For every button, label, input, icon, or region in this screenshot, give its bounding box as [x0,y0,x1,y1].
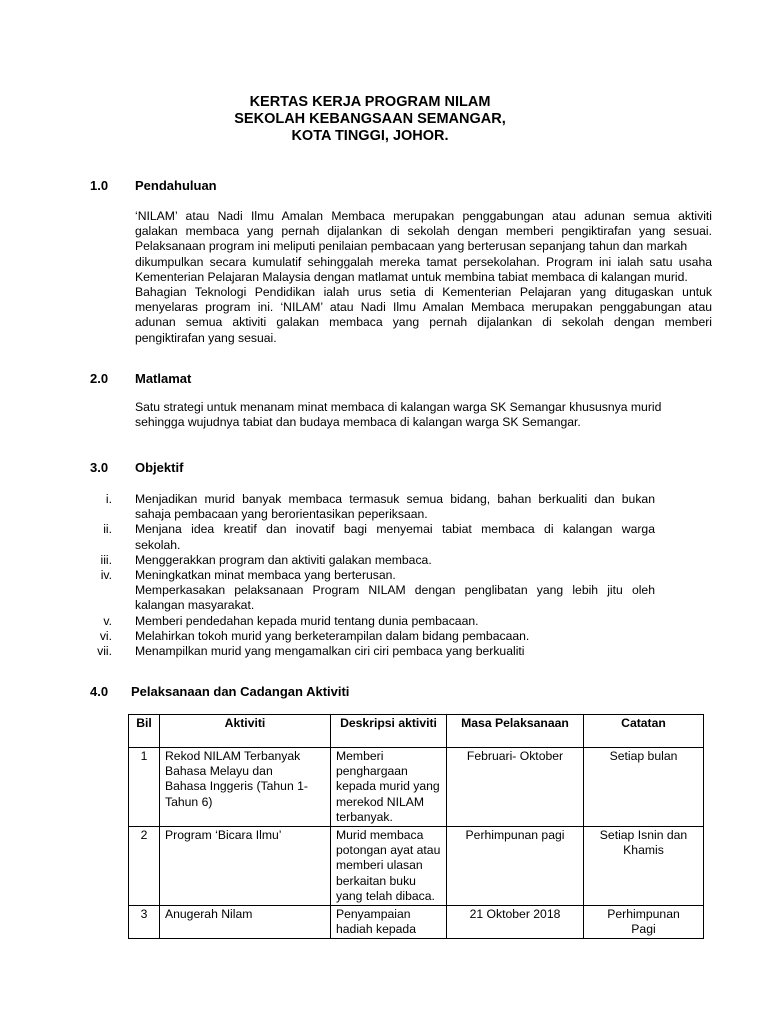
list-item [85,629,655,644]
cell-line: penghargaan [336,764,408,779]
table-row [129,827,704,906]
list-item-line: Meningkatkan minat membaca yang berterusan. [135,568,396,583]
cell-line: kepada murid yang [336,779,440,794]
cell-line: Bahasa Melayu dan [165,764,273,779]
column-header-aktiviti: Aktiviti [160,715,331,748]
list-item [85,644,655,659]
section-title: Matlamat [135,371,192,386]
paragraph-line: ‘NILAM’ atau Nadi Ilmu Amalan Membaca merupakan penggabungan atau adunan semua aktiviti [135,209,712,223]
list-numeral: iii. [100,552,112,567]
list-item [85,614,655,629]
section-2-paragraph [135,400,712,430]
document-title [0,94,740,145]
paragraph-line: galakan membaca yang pernah dijalankan di sekolah dengan memberi pengiktirafan yang sesuai. [135,224,712,239]
section-title: Pendahuluan [135,178,217,193]
cell-aktiviti [160,748,331,827]
paragraph-line: menyelaras program ini. ‘NILAM’ atau Nadi Ilmu Amalan Membaca merupakan penggabungan atau [135,300,712,315]
cell-catatan [584,827,704,906]
cell-line: Setiap Isnin dan [599,828,688,843]
section-number: 2.0 [90,371,109,386]
cell-line: Khamis [623,843,664,858]
list-item-line: Melahirkan tokoh murid yang berketerampilan dalam bidang pembacaan. [135,628,530,643]
title-line-3: KOTA TINGGI, JOHOR. [291,128,449,144]
list-item-line: Menjana idea kreatif dan inovatif bagi menyemai tabiat membaca di kalangan warga [135,522,655,537]
paragraph-line: Pelaksanaan program ini meliputi penilaian pembacaan yang berterusan sepanjang tahun dan markah [135,239,688,254]
cell-line: memberi ulasan [336,858,423,873]
cell-masa: Perhimpunan pagi [447,827,584,906]
list-item-line: sahaja pembacaan yang berorientasikan peperiksaan. [135,507,428,522]
section-number: 4.0 [90,684,109,699]
cell-line: yang telah dibaca. [336,888,435,903]
title-line-2: SEKOLAH KEBANGSAAN SEMANGAR, [234,111,506,127]
list-numeral: vi. [99,628,112,643]
list-item-line: Menggerakkan program dan aktiviti galakan membaca. [135,552,432,567]
cell-aktiviti [160,906,331,939]
paragraph-line: sehingga wujudnya tabiat dan budaya membaca di kalangan warga SK Semangar. [135,415,581,430]
cell-line: Memberi [336,749,384,763]
paragraph-line: adunan semua aktiviti galakan membaca yang pernah dijalankan di sekolah dengan memberi [135,315,712,330]
table-row [129,906,704,939]
column-header-masa: Masa Pelaksanaan [447,715,584,748]
cell-line: terbanyak. [336,809,393,824]
cell-bil: 1 [129,748,160,827]
cell-line: Murid membaca [336,828,424,843]
cell-line: merekod NILAM [336,794,425,809]
section-1-paragraph [135,209,712,346]
list-item-line: sekolah. [135,537,181,552]
cell-line: Tahun 6) [165,794,213,809]
table-row [129,748,704,827]
list-item-line: Memperkasakan pelaksanaan Program NILAM dengan penglibatan yang lebih jitu oleh [135,583,655,598]
list-item-line: Memberi pendedahan kepada murid tentang dunia pembacaan. [135,613,479,628]
column-header-catatan: Catatan [584,715,704,748]
cell-line: potongan ayat atau [336,843,441,858]
list-item [85,553,655,568]
cell-line: Rekod NILAM Terbanyak [165,749,301,763]
section-number: 1.0 [90,178,109,193]
cell-bil: 2 [129,827,160,906]
list-item-line: Menampilkan murid yang mengamalkan ciri ciri pembaca yang berkualiti [135,644,525,659]
section-title: Pelaksanaan dan Cadangan Aktiviti [131,684,350,699]
section-title: Objektif [135,460,184,475]
list-numeral: ii. [103,522,112,537]
paragraph-line: dikumpulkan secara kumulatif sehinggalah mereka tamat persekolahan. Program ini ialah satu usaha [135,254,712,269]
activity-table [128,714,704,939]
cell-bil: 3 [129,906,160,939]
cell-line: Setiap bulan [609,749,678,763]
cell-line: Anugerah Nilam [165,907,253,922]
cell-line: Penyampaian [336,907,411,922]
list-item [85,522,655,552]
cell-line: Bahasa Inggeris (Tahun 1- [165,779,308,794]
title-line-1: KERTAS KERJA PROGRAM NILAM [249,94,491,110]
cell-catatan [584,748,704,827]
cell-line: hadiah kepada [336,922,416,937]
paragraph-line: pengiktirafan yang sesuai. [135,330,277,345]
paragraph-line: Bahagian Teknologi Pendidikan ialah urus setia di Kementerian Pelajaran yang ditugaskan untuk [135,285,712,300]
list-item-line: kalangan masyarakat. [135,598,255,613]
cell-line: Perhimpunan [607,907,680,922]
cell-deskripsi [331,906,447,939]
cell-deskripsi [331,748,447,827]
list-item [85,568,655,614]
list-numeral: iv. [100,568,112,583]
paragraph-line: Satu strategi untuk menanam minat membaca di kalangan warga SK Semangar khususnya murid [135,400,662,414]
list-numeral: vii. [97,644,112,659]
list-item-line: Menjadikan murid banyak membaca termasuk semua bidang, bahan berkualiti dan bukan [135,492,655,506]
cell-masa: 21 Oktober 2018 [447,906,584,939]
list-numeral: v. [103,613,112,628]
section-number: 3.0 [90,460,109,475]
cell-line: berkaitan buku [336,873,416,888]
cell-aktiviti [160,827,331,906]
column-header-bil: Bil [129,715,160,748]
list-item [85,492,655,522]
cell-deskripsi [331,827,447,906]
paragraph-line: Kementerian Pelajaran Malaysia dengan matlamat untuk membina tabiat membaca di kalangan murid. [135,269,688,284]
cell-line: Pagi [631,922,656,937]
cell-line: Program ‘Bicara Ilmu’ [165,828,282,843]
objective-list [85,492,655,659]
column-header-deskripsi: Deskripsi aktiviti [331,715,447,748]
list-numeral: i. [105,492,112,506]
cell-catatan [584,906,704,939]
cell-masa: Februari- Oktober [447,748,584,827]
table-header-row [129,715,704,748]
